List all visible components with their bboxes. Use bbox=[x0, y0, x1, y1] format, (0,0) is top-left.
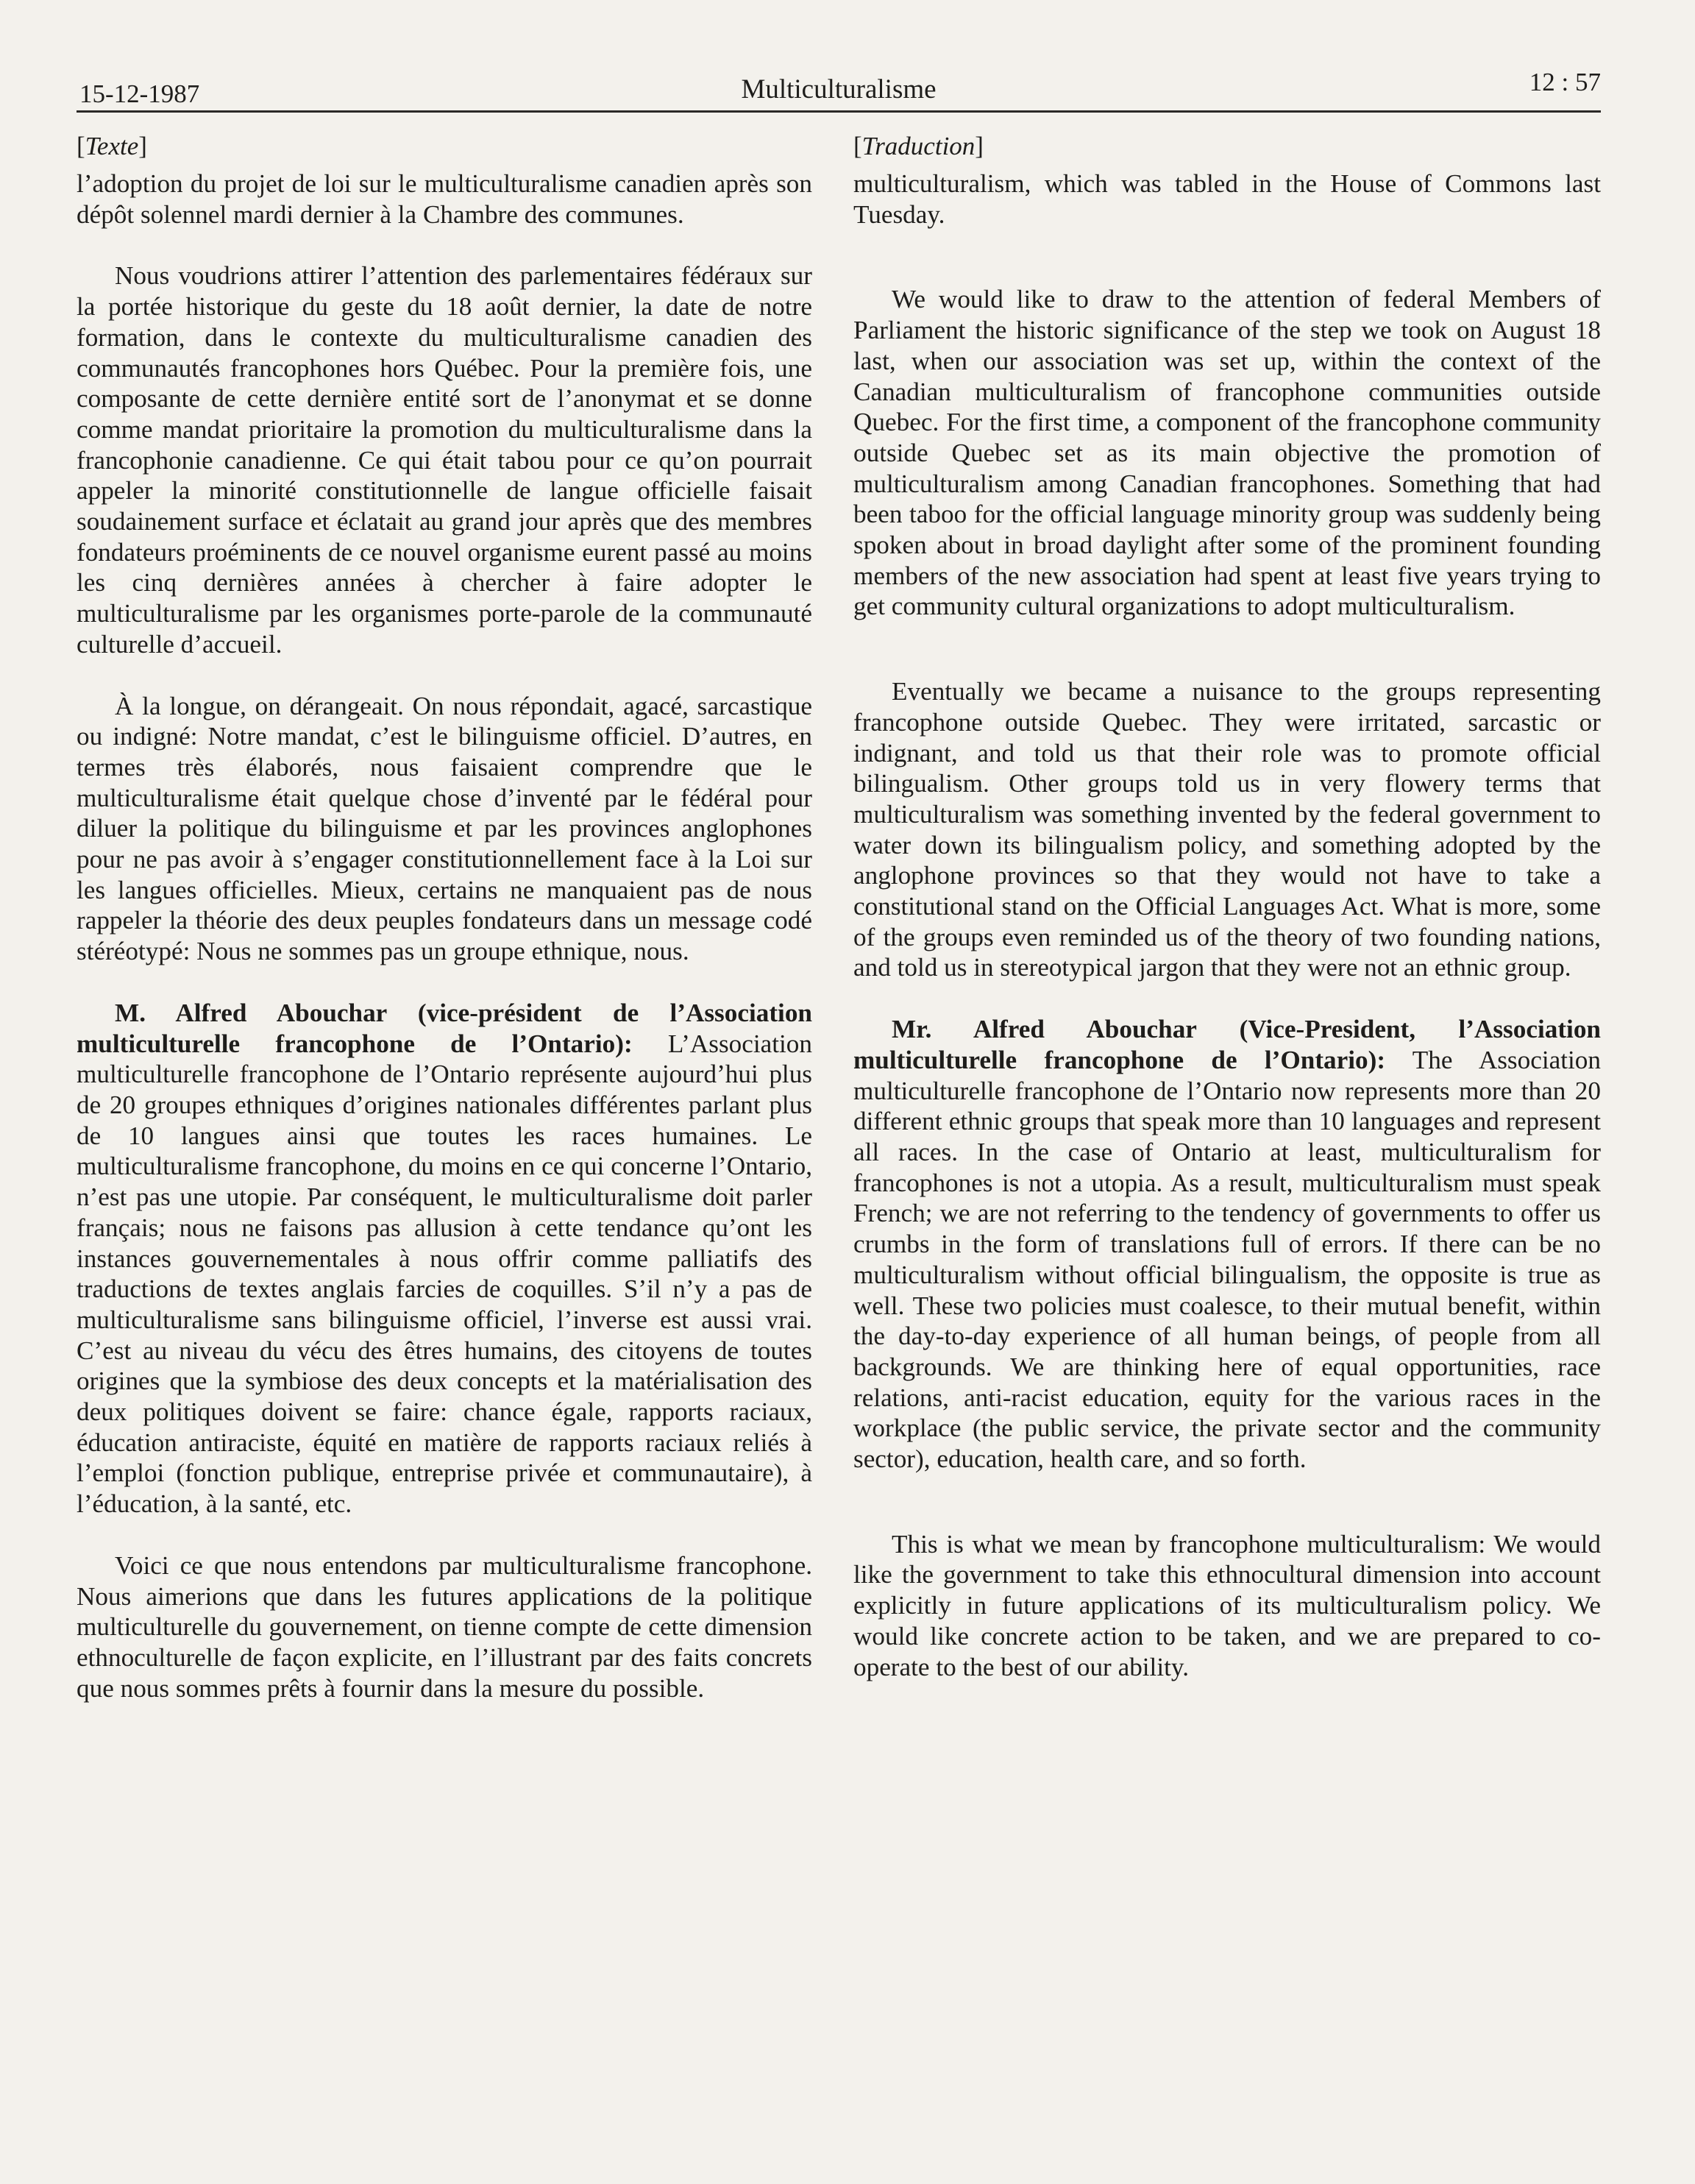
header-date: 15-12-1987 bbox=[79, 79, 200, 108]
speaker-name: Mr. Alfred Abouchar (Vice-President, l’Association multiculturelle francophone de l’Ontario): bbox=[853, 1015, 1601, 1074]
column-label-texte: [Texte] bbox=[77, 132, 147, 160]
english-translation-column bbox=[853, 131, 1601, 1682]
paragraph: This is what we mean by francophone multiculturalism: We would like the government to take this ethnocultural dimension into account explicitly in future applications of its multiculturalism policy. We would like concrete action to be taken, and we are prepared to co-operate to the best of our ability. bbox=[853, 1529, 1601, 1681]
header-title: Multiculturalisme bbox=[741, 74, 937, 104]
page-header bbox=[77, 65, 1601, 109]
paragraph: M. Alfred Abouchar (vice-président de l’Association multiculturelle francophone de l’Ontario): L’Association multiculturelle francophone de l’Ontario représente aujourd’hui plus de 20 groupes ethniques d’origines nationales différentes parlant plus de 10 langues ainsi que toutes les races humaines. Le multiculturalisme francophone, du moins en ce qui concerne l’Ontario, n’est pas une utopie. Par conséquent, le multiculturalisme doit parler français; nous ne faisons pas allusion à cette tendance qu’ont les instances gouvernementales à nous offrir comme palliatifs des traductions de textes anglais farcies de coquilles. S’il n’y a pas de multiculturalisme sans bilinguisme officiel, l’inverse est aussi vrai. C’est au niveau du vécu des êtres humains, des citoyens de toutes origines que la symbiose des deux concepts et la matérialisation des deux politiques doivent se faire: chance égale, rapports raciaux, éducation antiraciste, équité en matière de rapports raciaux reliés à l’emploi (fonction publique, entreprise privée et communautaire), à l’éducation, à la santé, etc. bbox=[77, 998, 812, 1519]
paragraph: À la longue, on dérangeait. On nous répondait, agacé, sarcastique ou indigné: Notre mandat, c’est le bilinguisme officiel. D’autres, en termes très élaborés, nous faisaient comprendre que le multiculturalisme était quelque chose d’inventé par le fédéral pour diluer la politique du bilinguisme et par les provinces anglophones pour ne pas avoir à s’engager constitutionnellement face à la Loi sur les langues officielles. Mieux, certains ne manquaient pas de nous rappeler la théorie des deux peuples fondateurs dans un message codé stéréotypé: Nous ne sommes pas un groupe ethnique, nous. bbox=[77, 691, 812, 966]
paragraph: We would like to draw to the attention of federal Members of Parliament the historic significance of the step we took on August 18 last, when our association was set up, within the context of the Canadian multiculturalism of francophone communities outside Quebec. For the first time, a component of the francophone community outside Quebec set as its main objective the promotion of multiculturalism among Canadian francophones. Something that had been taboo for the official language minority group was suddenly being spoken about in broad daylight after some of the prominent founding members of the new association had spent at least five years trying to get community cultural organizations to adopt multiculturalism. bbox=[853, 285, 1601, 621]
paragraph: l’adoption du projet de loi sur le multiculturalisme canadien après son dépôt solennel mardi dernier à la Chambre des communes. bbox=[77, 169, 812, 229]
french-text-column bbox=[77, 131, 812, 1703]
header-page-number: 12 : 57 bbox=[1529, 68, 1601, 96]
column-label-traduction: [Traduction] bbox=[853, 132, 984, 160]
header-rule bbox=[77, 110, 1601, 113]
speaker-name: M. Alfred Abouchar (vice-président de l’Association multiculturelle francophone de l’Ontario): bbox=[77, 998, 812, 1058]
paragraph: Voici ce que nous entendons par multiculturalisme francophone. Nous aimerions que dans les futures applications de la politique multiculturelle du gouvernement, on tienne compte de cette dimension ethnoculturelle de façon explicite, en l’illustrant par des faits concrets que nous sommes prêts à fournir dans la mesure du possible. bbox=[77, 1550, 812, 1703]
paragraph: Mr. Alfred Abouchar (Vice-President, l’Association multiculturelle francophone de l’Ontario): The Association multiculturelle francophone de l’Ontario now represents more than 20 different ethnic groups that speak more than 10 languages and represent all races. In the case of Ontario at least, multiculturalism for francophones is not a utopia. As a result, multiculturalism must speak French; we are not referring to the tendency of governments to offer us crumbs in the form of translations full of errors. If there can be no multiculturalism without official bilingualism, the opposite is true as well. These two policies must coalesce, to their mutual benefit, within the day-to-day experience of all human beings, of people from all backgrounds. We are thinking here of equal opportunities, race relations, anti-racist education, equity for the various races in the workplace (the public service, the private sector and the community sector), education, health care, and so forth. bbox=[853, 1015, 1601, 1474]
paragraph: multiculturalism, which was tabled in the House of Commons last Tuesday. bbox=[853, 169, 1601, 229]
paragraph: Eventually we became a nuisance to the groups representing francophone outside Quebec. They were irritated, sarcastic or indignant, and told us that their role was to promote official bilingualism. Other groups told us in very flowery terms that multiculturalism was something invented by the federal government to water down its bilingualism policy, and something adopted by the anglophone provinces so that they would not have to take a constitutional stand on the Official Languages Act. What is more, some of the groups even reminded us of the theory of two founding nations, and told us in stereotypical jargon that they were not an ethnic group. bbox=[853, 677, 1601, 982]
paragraph: Nous voudrions attirer l’attention des parlementaires fédéraux sur la portée historique du geste du 18 août dernier, la date de notre formation, dans le contexte du multiculturalisme canadien des communautés francophones hors Québec. Pour la première fois, une composante de cette dernière entité sort de l’anonymat et se donne comme mandat prioritaire la promotion du multiculturalisme dans la francophonie canadienne. Ce qui était tabou pour ce qu’on pourrait appeler la minorité constitutionnelle de langue officielle faisait soudainement surface et éclatait au grand jour après que des membres fondateurs proéminents de ce nouvel organisme eurent passé au moins les cinq dernières années à chercher à faire adopter le multiculturalisme par les organismes porte-parole de la communauté culturelle d’accueil. bbox=[77, 261, 812, 659]
